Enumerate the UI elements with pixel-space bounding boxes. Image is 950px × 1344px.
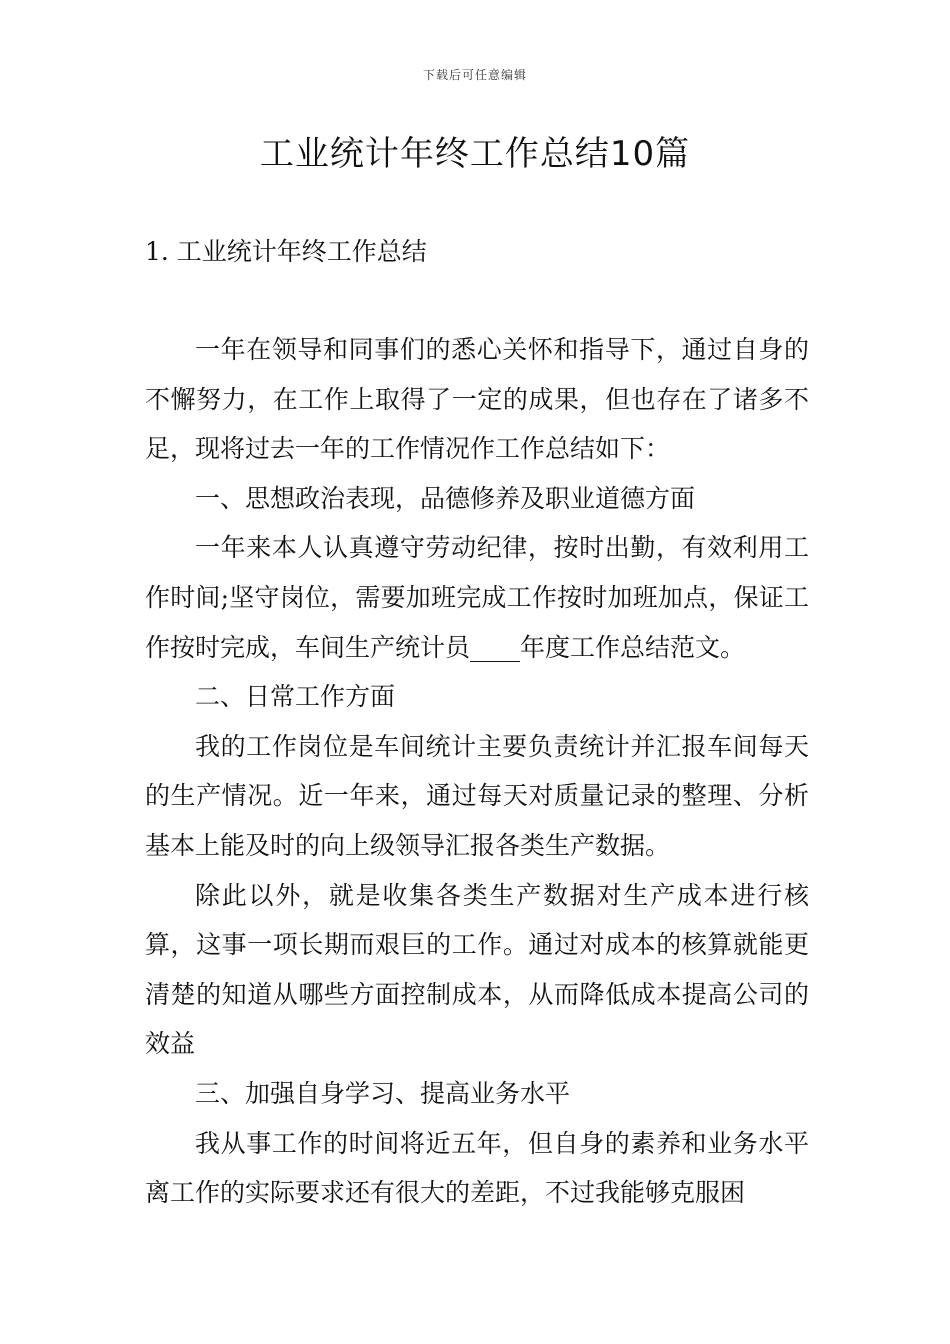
paragraph-self-study: 我从事工作的时间将近五年，但自身的素养和业务水平离工作的实际要求还有很大的差距，不过我能够克服困 xyxy=(145,1128,809,1208)
paragraph-subheading-2: 二、日常工作方面 xyxy=(195,682,396,712)
paragraph-intro: 一年在领导和同事们的悉心关怀和指导下，通过自身的不懈努力，在工作上取得了一定的成果，但也存在了诸多不足，现将过去一年的工作情况作工作总结如下： xyxy=(145,335,809,464)
document-body xyxy=(145,325,809,1218)
header-note: 下载后可任意编辑 xyxy=(422,68,527,82)
paragraph-discipline: 一年来本人认真遵守劳动纪律，按时出勤，有效利用工作时间;坚守岗位，需要加班完成工作按时加班加点，保证工作按时完成，车间生产统计员____年度工作总结范文。 xyxy=(145,533,809,662)
paragraph-cost-accounting: 除此以外，就是收集各类生产数据对生产成本进行核算，这事一项长期而艰巨的工作。通过对成本的核算就能更清楚的知道从哪些方面控制成本，从而降低成本提高公司的效益 xyxy=(145,880,809,1059)
paragraph-subheading-1: 一、思想政治表现，品德修养及职业道德方面 xyxy=(195,483,696,513)
paragraph-subheading-3: 三、加强自身学习、提高业务水平 xyxy=(195,1078,571,1108)
section-heading: 1. 工业统计年终工作总结 xyxy=(145,237,427,266)
paragraph-daily-work: 我的工作岗位是车间统计主要负责统计并汇报车间每天的生产情况。近一年来，通过每天对质量记录的整理、分析基本上能及时的向上级领导汇报各类生产数据。 xyxy=(145,731,809,860)
document-title: 工业统计年终工作总结10篇 xyxy=(259,134,691,174)
